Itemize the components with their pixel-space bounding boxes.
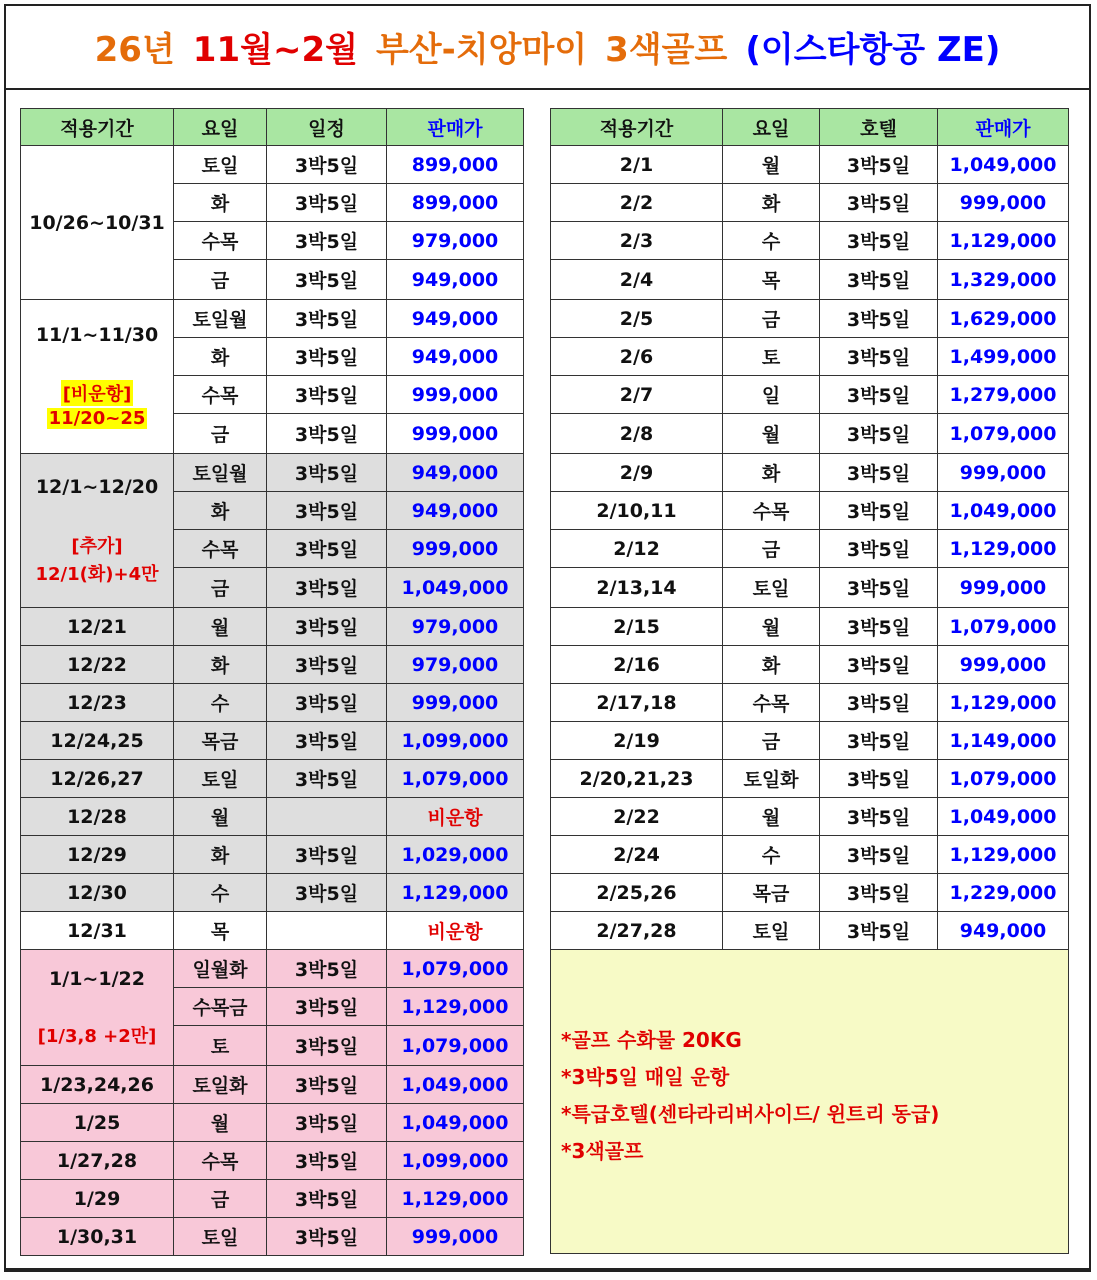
price-cell: 899,000	[387, 184, 524, 222]
day-cell: 화	[174, 492, 267, 530]
header-schedule: 일정	[267, 109, 387, 146]
header-day: 요일	[174, 109, 267, 146]
day-cell: 수목	[174, 222, 267, 260]
period-cell: 2/12	[551, 530, 723, 568]
hotel-cell: 3박5일	[820, 608, 938, 646]
price-cell: 1,129,000	[938, 836, 1069, 874]
table-row	[551, 376, 1069, 414]
schedule-cell: 3박5일	[267, 300, 387, 338]
day-cell: 화	[174, 836, 267, 874]
table-row	[21, 950, 524, 988]
hotel-cell: 3박5일	[820, 184, 938, 222]
schedule-cell: 3박5일	[267, 146, 387, 184]
period-cell: 1/25	[21, 1104, 174, 1142]
table-header-row	[551, 109, 1069, 146]
day-cell: 월	[174, 608, 267, 646]
day-cell: 목금	[174, 722, 267, 760]
price-cell: 1,079,000	[938, 760, 1069, 798]
price-cell: 1,049,000	[387, 1104, 524, 1142]
day-cell: 월	[723, 798, 820, 836]
price-cell: 949,000	[938, 912, 1069, 950]
period-cell: 2/8	[551, 414, 723, 454]
day-cell: 월	[174, 798, 267, 836]
table-row	[21, 1066, 524, 1104]
day-cell: 수	[723, 836, 820, 874]
period-cell: 2/2	[551, 184, 723, 222]
period-cell: 1/1~1/22 [1/3,8 +2만]	[21, 950, 174, 1066]
price-cell: 899,000	[387, 146, 524, 184]
schedule-cell: 3박5일	[267, 568, 387, 608]
price-cell: 1,099,000	[387, 1142, 524, 1180]
day-cell: 화	[723, 454, 820, 492]
title-year: 26년	[94, 29, 175, 70]
price-cell: 1,129,000	[387, 874, 524, 912]
hotel-cell: 3박5일	[820, 912, 938, 950]
price-cell: 949,000	[387, 454, 524, 492]
notes-row	[551, 950, 1069, 1254]
day-cell: 토일	[174, 1218, 267, 1256]
schedule-cell: 3박5일	[267, 760, 387, 798]
day-cell: 화	[174, 184, 267, 222]
schedule-cell: 3박5일	[267, 1104, 387, 1142]
period-cell: 12/23	[21, 684, 174, 722]
hotel-cell: 3박5일	[820, 222, 938, 260]
header-period: 적용기간	[551, 109, 723, 146]
table-row	[551, 798, 1069, 836]
day-cell: 수목금	[174, 988, 267, 1026]
table-row	[21, 1180, 524, 1218]
schedule-cell: 3박5일	[267, 684, 387, 722]
period-cell: 12/26,27	[21, 760, 174, 798]
right-price-table	[550, 108, 1069, 1254]
price-cell: 1,079,000	[387, 760, 524, 798]
period-cell: 2/9	[551, 454, 723, 492]
period-cell: 11/1~11/30 [비운항] 11/20~25	[21, 300, 174, 454]
price-cell: 1,149,000	[938, 722, 1069, 760]
bottom-divider	[4, 1268, 1091, 1270]
period-cell: 12/1~12/20 [추가] 12/1(화)+4만	[21, 454, 174, 608]
schedule-cell: 3박5일	[267, 950, 387, 988]
day-cell: 화	[723, 184, 820, 222]
header-hotel: 호텔	[820, 109, 938, 146]
table-row	[21, 760, 524, 798]
period-cell: 2/25,26	[551, 874, 723, 912]
note-line: *3박5일 매일 운항	[561, 1065, 730, 1089]
table-row	[21, 722, 524, 760]
price-cell: 1,079,000	[387, 950, 524, 988]
period-cell: 12/24,25	[21, 722, 174, 760]
schedule-cell: 3박5일	[267, 530, 387, 568]
day-cell: 토일	[174, 146, 267, 184]
price-cell: 949,000	[387, 492, 524, 530]
price-cell: 1,049,000	[938, 146, 1069, 184]
table-row	[551, 530, 1069, 568]
price-cell: 1,329,000	[938, 260, 1069, 300]
table-row	[551, 874, 1069, 912]
table-row	[21, 608, 524, 646]
period-cell: 2/27,28	[551, 912, 723, 950]
day-cell: 금	[174, 1180, 267, 1218]
period-cell: 2/1	[551, 146, 723, 184]
hotel-cell: 3박5일	[820, 568, 938, 608]
table-row	[551, 146, 1069, 184]
price-cell: 999,000	[938, 454, 1069, 492]
table-row	[551, 568, 1069, 608]
day-cell: 수목	[174, 1142, 267, 1180]
period-cell: 2/16	[551, 646, 723, 684]
price-cell: 1,049,000	[387, 568, 524, 608]
price-cell: 999,000	[387, 376, 524, 414]
table-row	[551, 760, 1069, 798]
day-cell: 일	[723, 376, 820, 414]
hotel-cell: 3박5일	[820, 146, 938, 184]
schedule-cell: 3박5일	[267, 1026, 387, 1066]
price-cell: 979,000	[387, 608, 524, 646]
table-row	[551, 414, 1069, 454]
day-cell: 수	[174, 874, 267, 912]
day-cell: 화	[723, 646, 820, 684]
period-cell: 1/27,28	[21, 1142, 174, 1180]
table-row	[21, 300, 524, 338]
period-cell: 2/22	[551, 798, 723, 836]
day-cell: 수목	[174, 376, 267, 414]
header-day: 요일	[723, 109, 820, 146]
schedule-cell: 3박5일	[267, 1218, 387, 1256]
day-cell: 토	[174, 1026, 267, 1066]
price-cell: 979,000	[387, 646, 524, 684]
period-cell: 2/7	[551, 376, 723, 414]
day-cell: 토일	[723, 568, 820, 608]
period-cell: 2/24	[551, 836, 723, 874]
schedule-cell: 3박5일	[267, 1142, 387, 1180]
note-line: *특급호텔(센타라리버사이드/ 윈트리 동급)	[561, 1102, 940, 1126]
price-cell: 1,129,000	[938, 684, 1069, 722]
price-cell: 999,000	[387, 684, 524, 722]
no-flight-cell: 비운항	[387, 912, 524, 950]
table-row	[551, 222, 1069, 260]
period-cell: 12/30	[21, 874, 174, 912]
surcharge-note: [추가]	[71, 535, 123, 557]
hotel-cell: 3박5일	[820, 492, 938, 530]
table-row	[551, 260, 1069, 300]
price-cell: 1,079,000	[387, 1026, 524, 1066]
day-cell: 화	[174, 646, 267, 684]
period-cell: 2/6	[551, 338, 723, 376]
surcharge-note: [1/3,8 +2만]	[37, 1025, 157, 1047]
day-cell: 금	[723, 722, 820, 760]
table-row	[551, 492, 1069, 530]
price-cell: 1,079,000	[938, 414, 1069, 454]
table-row	[21, 1142, 524, 1180]
no-flight-note: [비운항]	[61, 380, 134, 406]
hotel-cell: 3박5일	[820, 376, 938, 414]
surcharge-detail: 12/1(화)+4만	[35, 563, 159, 585]
price-cell: 1,079,000	[938, 608, 1069, 646]
no-flight-dates: 11/20~25	[48, 408, 146, 429]
period-cell: 1/30,31	[21, 1218, 174, 1256]
schedule-cell: 3박5일	[267, 338, 387, 376]
price-cell: 1,279,000	[938, 376, 1069, 414]
table-row	[551, 912, 1069, 950]
schedule-cell: 3박5일	[267, 222, 387, 260]
period-cell: 1/29	[21, 1180, 174, 1218]
title-months: 11월~2월	[192, 29, 358, 70]
table-row	[21, 646, 524, 684]
hotel-cell: 3박5일	[820, 300, 938, 338]
schedule-cell: 3박5일	[267, 184, 387, 222]
table-row	[21, 1218, 524, 1256]
table-row	[21, 146, 524, 184]
title-product: 3색골프	[605, 29, 728, 70]
period-cell: 2/20,21,23	[551, 760, 723, 798]
day-cell: 금	[723, 300, 820, 338]
period-cell: 12/31	[21, 912, 174, 950]
table-header-row	[21, 109, 524, 146]
price-cell: 949,000	[387, 260, 524, 300]
day-cell: 토일월	[174, 454, 267, 492]
day-cell: 목	[174, 912, 267, 950]
day-cell: 수	[723, 222, 820, 260]
note-line: *골프 수화물 20KG	[561, 1028, 742, 1052]
period-cell: 2/17,18	[551, 684, 723, 722]
hotel-cell: 3박5일	[820, 454, 938, 492]
period-cell: 2/13,14	[551, 568, 723, 608]
price-cell: 1,129,000	[387, 1180, 524, 1218]
hotel-cell: 3박5일	[820, 836, 938, 874]
price-cell: 999,000	[938, 646, 1069, 684]
hotel-cell: 3박5일	[820, 646, 938, 684]
table-row	[551, 722, 1069, 760]
period-cell: 12/28	[21, 798, 174, 836]
day-cell: 토일	[174, 760, 267, 798]
title-route: 부산-치앙마이	[375, 29, 588, 70]
day-cell: 목	[723, 260, 820, 300]
day-cell: 수목	[723, 492, 820, 530]
day-cell: 토일	[723, 912, 820, 950]
day-cell: 월	[723, 608, 820, 646]
table-row	[21, 836, 524, 874]
table-row	[551, 184, 1069, 222]
table-row	[551, 300, 1069, 338]
price-cell: 1,049,000	[938, 798, 1069, 836]
table-row	[21, 874, 524, 912]
day-cell: 토	[723, 338, 820, 376]
price-cell: 949,000	[387, 338, 524, 376]
day-cell: 수	[174, 684, 267, 722]
price-cell: 1,049,000	[387, 1066, 524, 1104]
page-title	[4, 4, 1091, 90]
price-cell: 1,129,000	[387, 988, 524, 1026]
table-row	[21, 1104, 524, 1142]
schedule-cell: 3박5일	[267, 646, 387, 684]
price-cell: 1,499,000	[938, 338, 1069, 376]
period-cell: 1/23,24,26	[21, 1066, 174, 1104]
price-cell: 949,000	[387, 300, 524, 338]
period-cell: 2/4	[551, 260, 723, 300]
day-cell: 토일화	[174, 1066, 267, 1104]
day-cell: 금	[174, 260, 267, 300]
day-cell: 수목	[174, 530, 267, 568]
period-cell: 2/3	[551, 222, 723, 260]
hotel-cell: 3박5일	[820, 684, 938, 722]
price-cell: 1,099,000	[387, 722, 524, 760]
price-cell: 999,000	[938, 568, 1069, 608]
table-row	[21, 912, 524, 950]
day-cell: 월	[723, 414, 820, 454]
schedule-cell: 3박5일	[267, 414, 387, 454]
table-row	[551, 836, 1069, 874]
schedule-cell: 3박5일	[267, 874, 387, 912]
schedule-cell: 3박5일	[267, 1180, 387, 1218]
period-cell: 2/5	[551, 300, 723, 338]
left-price-table	[20, 108, 524, 1256]
schedule-cell: 3박5일	[267, 376, 387, 414]
hotel-cell: 3박5일	[820, 530, 938, 568]
day-cell: 수목	[723, 684, 820, 722]
schedule-cell: 3박5일	[267, 454, 387, 492]
schedule-cell: 3박5일	[267, 988, 387, 1026]
price-cell: 999,000	[938, 184, 1069, 222]
hotel-cell: 3박5일	[820, 338, 938, 376]
hotel-cell: 3박5일	[820, 260, 938, 300]
price-cell: 1,229,000	[938, 874, 1069, 912]
notes-box	[551, 950, 1069, 1254]
schedule-cell: 3박5일	[267, 260, 387, 300]
hotel-cell: 3박5일	[820, 760, 938, 798]
schedule-cell: 3박5일	[267, 608, 387, 646]
schedule-cell: 3박5일	[267, 492, 387, 530]
hotel-cell: 3박5일	[820, 414, 938, 454]
period-cell: 10/26~10/31	[21, 146, 174, 300]
price-cell: 1,129,000	[938, 530, 1069, 568]
table-row	[21, 454, 524, 492]
day-cell: 월	[723, 146, 820, 184]
day-cell: 금	[723, 530, 820, 568]
table-row	[551, 646, 1069, 684]
table-row	[551, 608, 1069, 646]
hotel-cell: 3박5일	[820, 798, 938, 836]
day-cell: 토일화	[723, 760, 820, 798]
hotel-cell: 3박5일	[820, 722, 938, 760]
table-row	[21, 684, 524, 722]
price-cell: 979,000	[387, 222, 524, 260]
table-row	[551, 454, 1069, 492]
period-cell: 2/19	[551, 722, 723, 760]
day-cell: 금	[174, 414, 267, 454]
schedule-cell	[267, 798, 387, 836]
schedule-cell: 3박5일	[267, 722, 387, 760]
price-cell: 999,000	[387, 530, 524, 568]
day-cell: 화	[174, 338, 267, 376]
period-cell: 12/22	[21, 646, 174, 684]
period-cell: 12/21	[21, 608, 174, 646]
period-cell: 12/29	[21, 836, 174, 874]
schedule-cell	[267, 912, 387, 950]
header-price: 판매가	[387, 109, 524, 146]
price-cell: 1,029,000	[387, 836, 524, 874]
table-row	[21, 798, 524, 836]
day-cell: 월	[174, 1104, 267, 1142]
table-row	[551, 338, 1069, 376]
day-cell: 일월화	[174, 950, 267, 988]
period-cell: 2/10,11	[551, 492, 723, 530]
note-line: *3색골프	[561, 1139, 644, 1163]
table-row	[551, 684, 1069, 722]
price-cell: 999,000	[387, 1218, 524, 1256]
no-flight-cell: 비운항	[387, 798, 524, 836]
price-cell: 1,049,000	[938, 492, 1069, 530]
period-cell: 2/15	[551, 608, 723, 646]
day-cell: 토일월	[174, 300, 267, 338]
price-cell: 1,129,000	[938, 222, 1069, 260]
price-cell: 1,629,000	[938, 300, 1069, 338]
day-cell: 금	[174, 568, 267, 608]
header-price: 판매가	[938, 109, 1069, 146]
price-cell: 999,000	[387, 414, 524, 454]
hotel-cell: 3박5일	[820, 874, 938, 912]
header-period: 적용기간	[21, 109, 174, 146]
day-cell: 목금	[723, 874, 820, 912]
schedule-cell: 3박5일	[267, 1066, 387, 1104]
title-airline: (이스타항공 ZE)	[745, 29, 1001, 70]
schedule-cell: 3박5일	[267, 836, 387, 874]
